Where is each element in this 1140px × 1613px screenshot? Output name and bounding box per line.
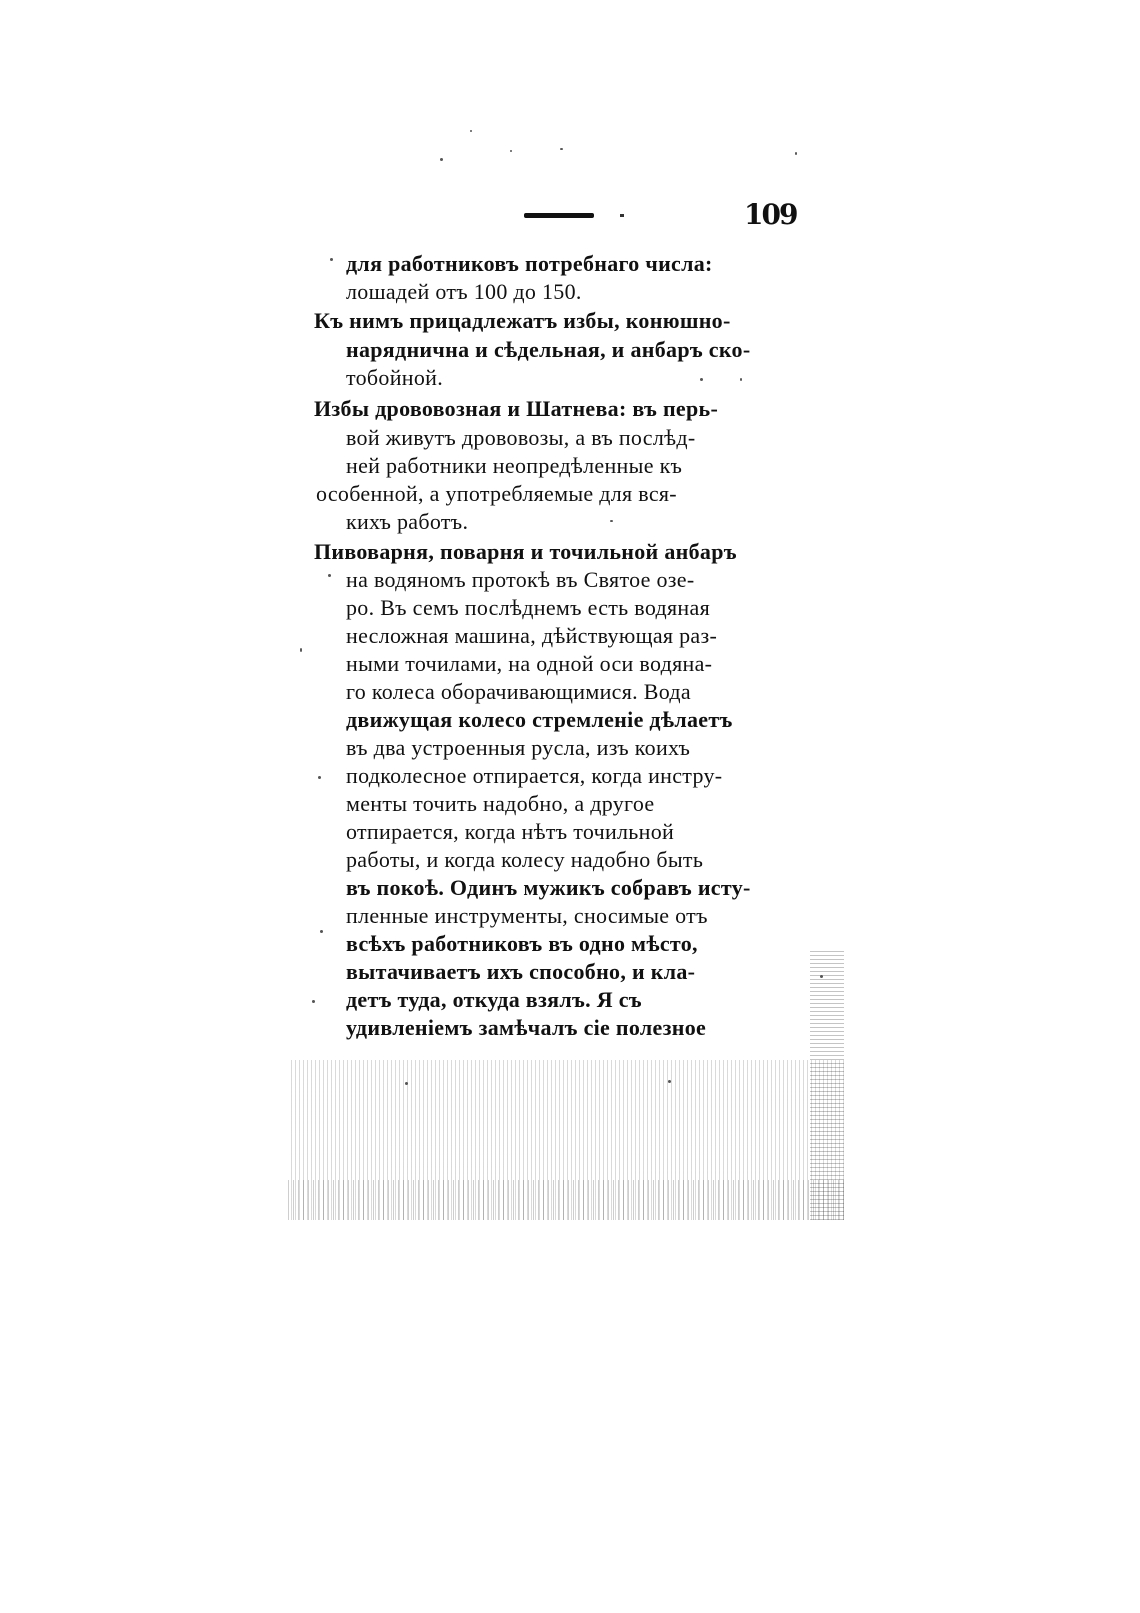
scan-speck: [320, 930, 323, 933]
text-line: вытачиваетъ ихъ способно, и кла-: [346, 959, 696, 984]
text-line: лошадей отъ 100 до 150.: [346, 279, 582, 304]
scan-speck: [300, 648, 302, 652]
text-line: несложная машина, дѣйствующая раз-: [346, 623, 718, 648]
text-line: Пивоварня, поварня и точильной анбаръ: [314, 539, 737, 564]
text-line: въ покоѣ. Одинъ мужикъ собравъ исту-: [346, 875, 751, 900]
text-line: Къ нимъ прицадлежатъ избы, конюшно-: [314, 308, 731, 333]
text-line: наряднична и сѣдельная, и анбаръ ско-: [346, 337, 751, 362]
text-line: пленные инструменты, сносимые отъ: [346, 903, 708, 928]
page-number: 109: [744, 198, 797, 231]
scan-speck: [330, 258, 333, 261]
scan-speck: [440, 158, 443, 161]
scan-speck: [312, 1000, 315, 1003]
header-dot: [620, 214, 624, 217]
header-rule: [524, 213, 594, 218]
text-line: работы, и когда колесу надобно быть: [346, 847, 704, 872]
scan-speck: [405, 1082, 408, 1085]
text-line: въ два устроенныя русла, изъ коихъ: [346, 735, 691, 760]
text-line: вой живутъ дрововозы, а въ послѣд-: [346, 425, 696, 450]
text-line: для работниковъ потребнаго числа:: [346, 251, 713, 276]
text-line: подколесное отпирается, когда инстру-: [346, 763, 723, 788]
scan-noise: [810, 950, 844, 1220]
text-line: на водяномъ протокѣ въ Святое озе-: [346, 567, 695, 592]
scan-speck: [510, 150, 512, 152]
text-line: ными точилами, на одной оси водяна-: [346, 651, 713, 676]
text-line: движущая колесо стремленіе дѣлаетъ: [346, 707, 733, 732]
text-line: отпирается, когда нѣтъ точильной: [346, 819, 675, 844]
scan-noise: [288, 1180, 844, 1220]
scan-speck: [560, 148, 563, 150]
text-line: удивленіемъ замѣчалъ сіе полезное: [346, 1015, 707, 1040]
text-line: всѣхъ работниковъ въ одно мѣсто,: [346, 931, 698, 956]
scan-speck: [740, 378, 742, 381]
text-line: тобойной.: [346, 365, 444, 390]
scan-speck: [795, 152, 797, 155]
scan-speck: [668, 1080, 671, 1083]
text-line: го колеса оборачивающимися. Вода: [346, 679, 691, 704]
text-line: ро. Въ семъ послѣднемъ есть водяная: [346, 595, 710, 620]
text-line: особенной, а употребляемые для вся-: [316, 481, 677, 506]
text-line: детъ туда, откуда взялъ. Я съ: [346, 987, 642, 1012]
text-line: менты точить надобно, а другое: [346, 791, 655, 816]
text-line: Избы дрововозная и Шатнева: въ перь-: [314, 396, 719, 421]
text-line: кихъ работъ.: [346, 509, 469, 534]
scan-speck: [470, 130, 472, 132]
text-line: ней работники неопредѣленные къ: [346, 453, 683, 478]
scan-speck: [610, 520, 613, 522]
scan-speck: [328, 574, 331, 577]
scan-speck: [318, 776, 321, 779]
scan-speck: [700, 378, 703, 381]
scan-speck: [820, 975, 823, 978]
